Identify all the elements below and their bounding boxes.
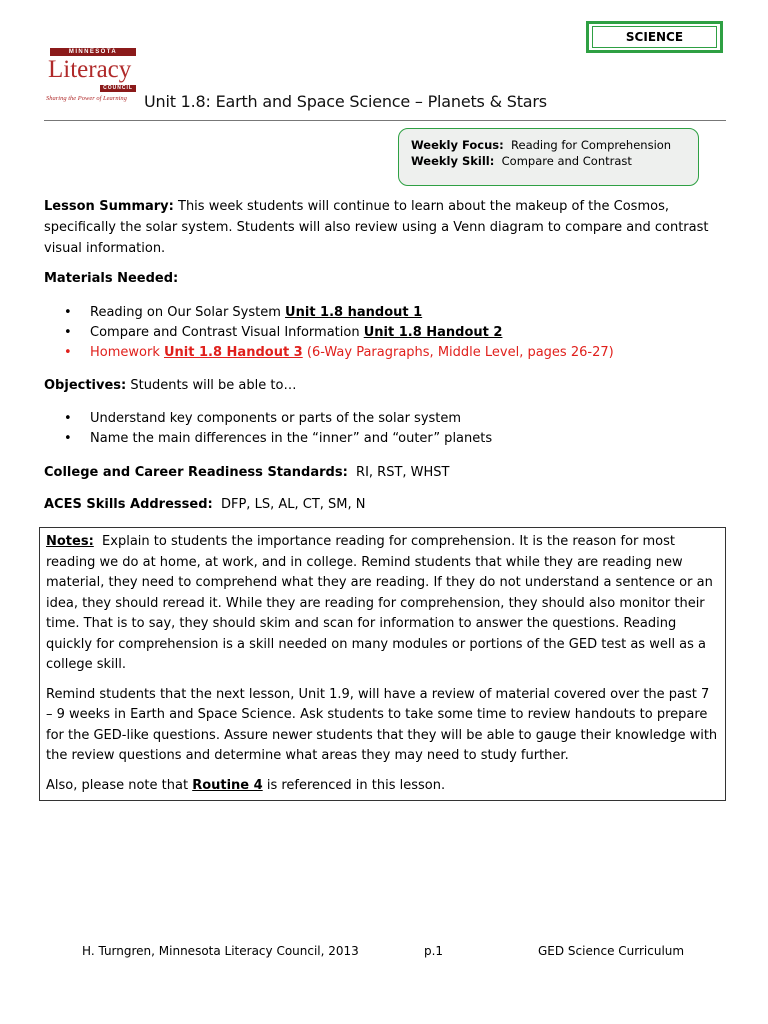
materials-item-text: Reading on Our Solar System xyxy=(90,305,286,320)
handout-link[interactable]: Unit 1.8 handout 1 xyxy=(285,305,423,320)
header-divider xyxy=(44,120,726,121)
bullet-icon: • xyxy=(64,325,72,340)
logo-wordmark: Literacy xyxy=(48,56,132,83)
handout-link[interactable]: Unit 1.8 Handout 2 xyxy=(363,325,503,340)
bullet-icon: • xyxy=(64,431,72,446)
weekly-focus-box xyxy=(398,128,699,186)
objectives-text: Students will be able to… xyxy=(126,378,297,393)
aces-value: DFP, LS, AL, CT, SM, N xyxy=(220,497,366,512)
weekly-focus-value: Reading for Comprehension xyxy=(511,138,672,152)
notes-box xyxy=(39,527,726,801)
notes-label: Notes: xyxy=(46,534,94,549)
bullet-icon: • xyxy=(64,305,72,320)
objective-text: Name the main differences in the “inner” and “outer” planets xyxy=(90,431,493,446)
logo-bottom-banner: COUNCIL xyxy=(100,85,136,92)
materials-item-note: (6-Way Paragraphs, Middle Level, pages 26-27) xyxy=(302,345,614,360)
bullet-icon: • xyxy=(64,345,72,360)
routine-link[interactable]: Routine 4 xyxy=(192,777,263,793)
materials-heading: Materials Needed: xyxy=(44,271,179,286)
notes-text: Explain to students the importance reading for comprehension. It is the reason for most reading we do at home, at work, and in college. Remind students that while they are reading new material, they need to comprehend what they are reading. If they do not understand a sentence or an idea, they should reread it. While they are reading for comprehension, they should also monitor their time. That is to say, they should skim and scan for information to answer the questions. Reading quickly for comprehension is a skill needed on many modules or portions of the GED test as well as a college skill. xyxy=(46,534,713,672)
logo-top-banner: MINNESOTA xyxy=(50,48,136,56)
handout-link[interactable]: Unit 1.8 Handout 3 xyxy=(163,345,303,360)
subject-badge-label: SCIENCE xyxy=(592,26,717,48)
weekly-focus-label: Weekly Focus: xyxy=(411,138,504,152)
footer-author: H. Turngren, Minnesota Literacy Council, 2013 xyxy=(82,944,359,958)
weekly-skill-line xyxy=(411,153,686,169)
logo-tagline: Sharing the Power of Learning xyxy=(46,95,127,102)
objectives xyxy=(44,375,726,396)
notes-paragraph xyxy=(46,776,719,797)
notes-text: is referenced in this lesson. xyxy=(262,777,446,793)
weekly-skill-value: Compare and Contrast xyxy=(501,154,632,168)
aces-label: ACES Skills Addressed: xyxy=(44,497,213,512)
materials-item-text: Homework xyxy=(90,345,164,360)
lesson-summary-text: This week students will continue to learn about the makeup of the Cosmos, specifically the solar system. Students will also review using a Venn diagram to compare and contrast visual information. xyxy=(44,199,709,256)
notes-paragraph xyxy=(46,532,719,676)
minnesota-literacy-council-logo xyxy=(44,48,140,110)
weekly-focus-line xyxy=(411,137,686,153)
aces-skills xyxy=(44,494,726,515)
notes-paragraph: Remind students that the next lesson, Unit 1.9, will have a review of material covered over the past 7 – 9 weeks in Earth and Space Science. Ask students to take some time to review handouts to prepare for the GED-like questions. Assure newer students that they will be able to gauge their knowledge with the review questions and determine what areas they may need to study further. xyxy=(46,686,718,763)
standards-value: RI, RST, WHST xyxy=(356,465,450,480)
standards-label: College and Career Readiness Standards: xyxy=(44,465,348,480)
weekly-skill-label: Weekly Skill: xyxy=(411,154,495,168)
standards xyxy=(44,462,726,483)
subject-badge xyxy=(586,21,723,53)
materials-item-text: Compare and Contrast Visual Information xyxy=(90,325,364,340)
objectives-label: Objectives: xyxy=(44,378,127,393)
notes-text: Also, please note that xyxy=(46,777,193,793)
footer-course: GED Science Curriculum xyxy=(538,944,685,958)
lesson-summary xyxy=(44,196,726,259)
lesson-summary-label: Lesson Summary: xyxy=(44,199,174,214)
page-title: Unit 1.8: Earth and Space Science – Planets & Stars xyxy=(144,92,547,111)
objective-text: Understand key components or parts of the solar system xyxy=(90,411,462,426)
bullet-icon: • xyxy=(64,411,72,426)
footer-page-number: p.1 xyxy=(424,944,444,958)
